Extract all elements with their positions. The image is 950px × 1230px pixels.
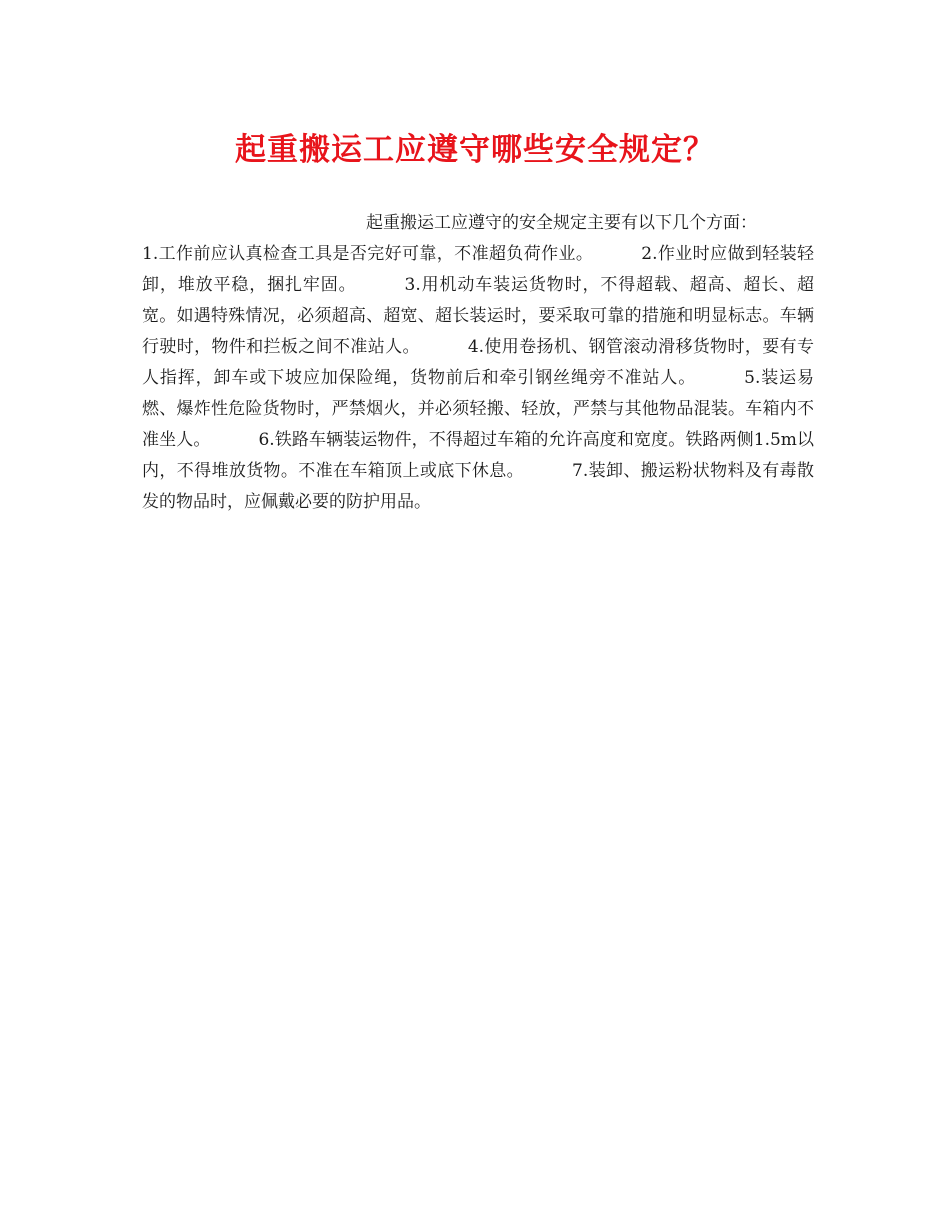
document-body — [142, 208, 814, 518]
rule-item-4: 4.使用卷扬机、钢管滚动滑移货物时，要有专人指挥，卸车或下坡应加保险绳，货物前后和牵引钢丝绳旁不准站人。 — [142, 337, 814, 388]
rule-item-3: 3.用机动车装运货物时，不得超载、超高、超长、超宽。如遇特殊情况，必须超高、超宽、超长装运时，要采取可靠的措施和明显标志。车辆行驶时，物件和拦板之间不准站人。 — [142, 275, 815, 357]
document-title: 起重搬运工应遵守哪些安全规定？ — [235, 132, 715, 168]
rule-item-6: 6.铁路车辆装运物件，不得超过车箱的允许高度和宽度。铁路两侧1.5m以内，不得堆放货物。不准在车箱顶上或底下休息。 — [142, 430, 815, 481]
rules-paragraph — [142, 239, 814, 518]
rule-item-5: 5.装运易燃、爆炸性危险货物时，严禁烟火，并必须轻搬、轻放，严禁与其他物品混装。车箱内不准坐人。 — [142, 368, 814, 450]
rule-item-1: 1.工作前应认真检查工具是否完好可靠，不准超负荷作业。 — [142, 244, 594, 264]
rule-item-2: 2.作业时应做到轻装轻卸，堆放平稳，捆扎牢固。 — [142, 244, 815, 295]
rule-item-7: 7.装卸、搬运粉状物料及有毒散发的物品时，应佩戴必要的防护用品。 — [142, 461, 814, 512]
intro-text: 起重搬运工应遵守的安全规定主要有以下几个方面： — [366, 213, 757, 233]
